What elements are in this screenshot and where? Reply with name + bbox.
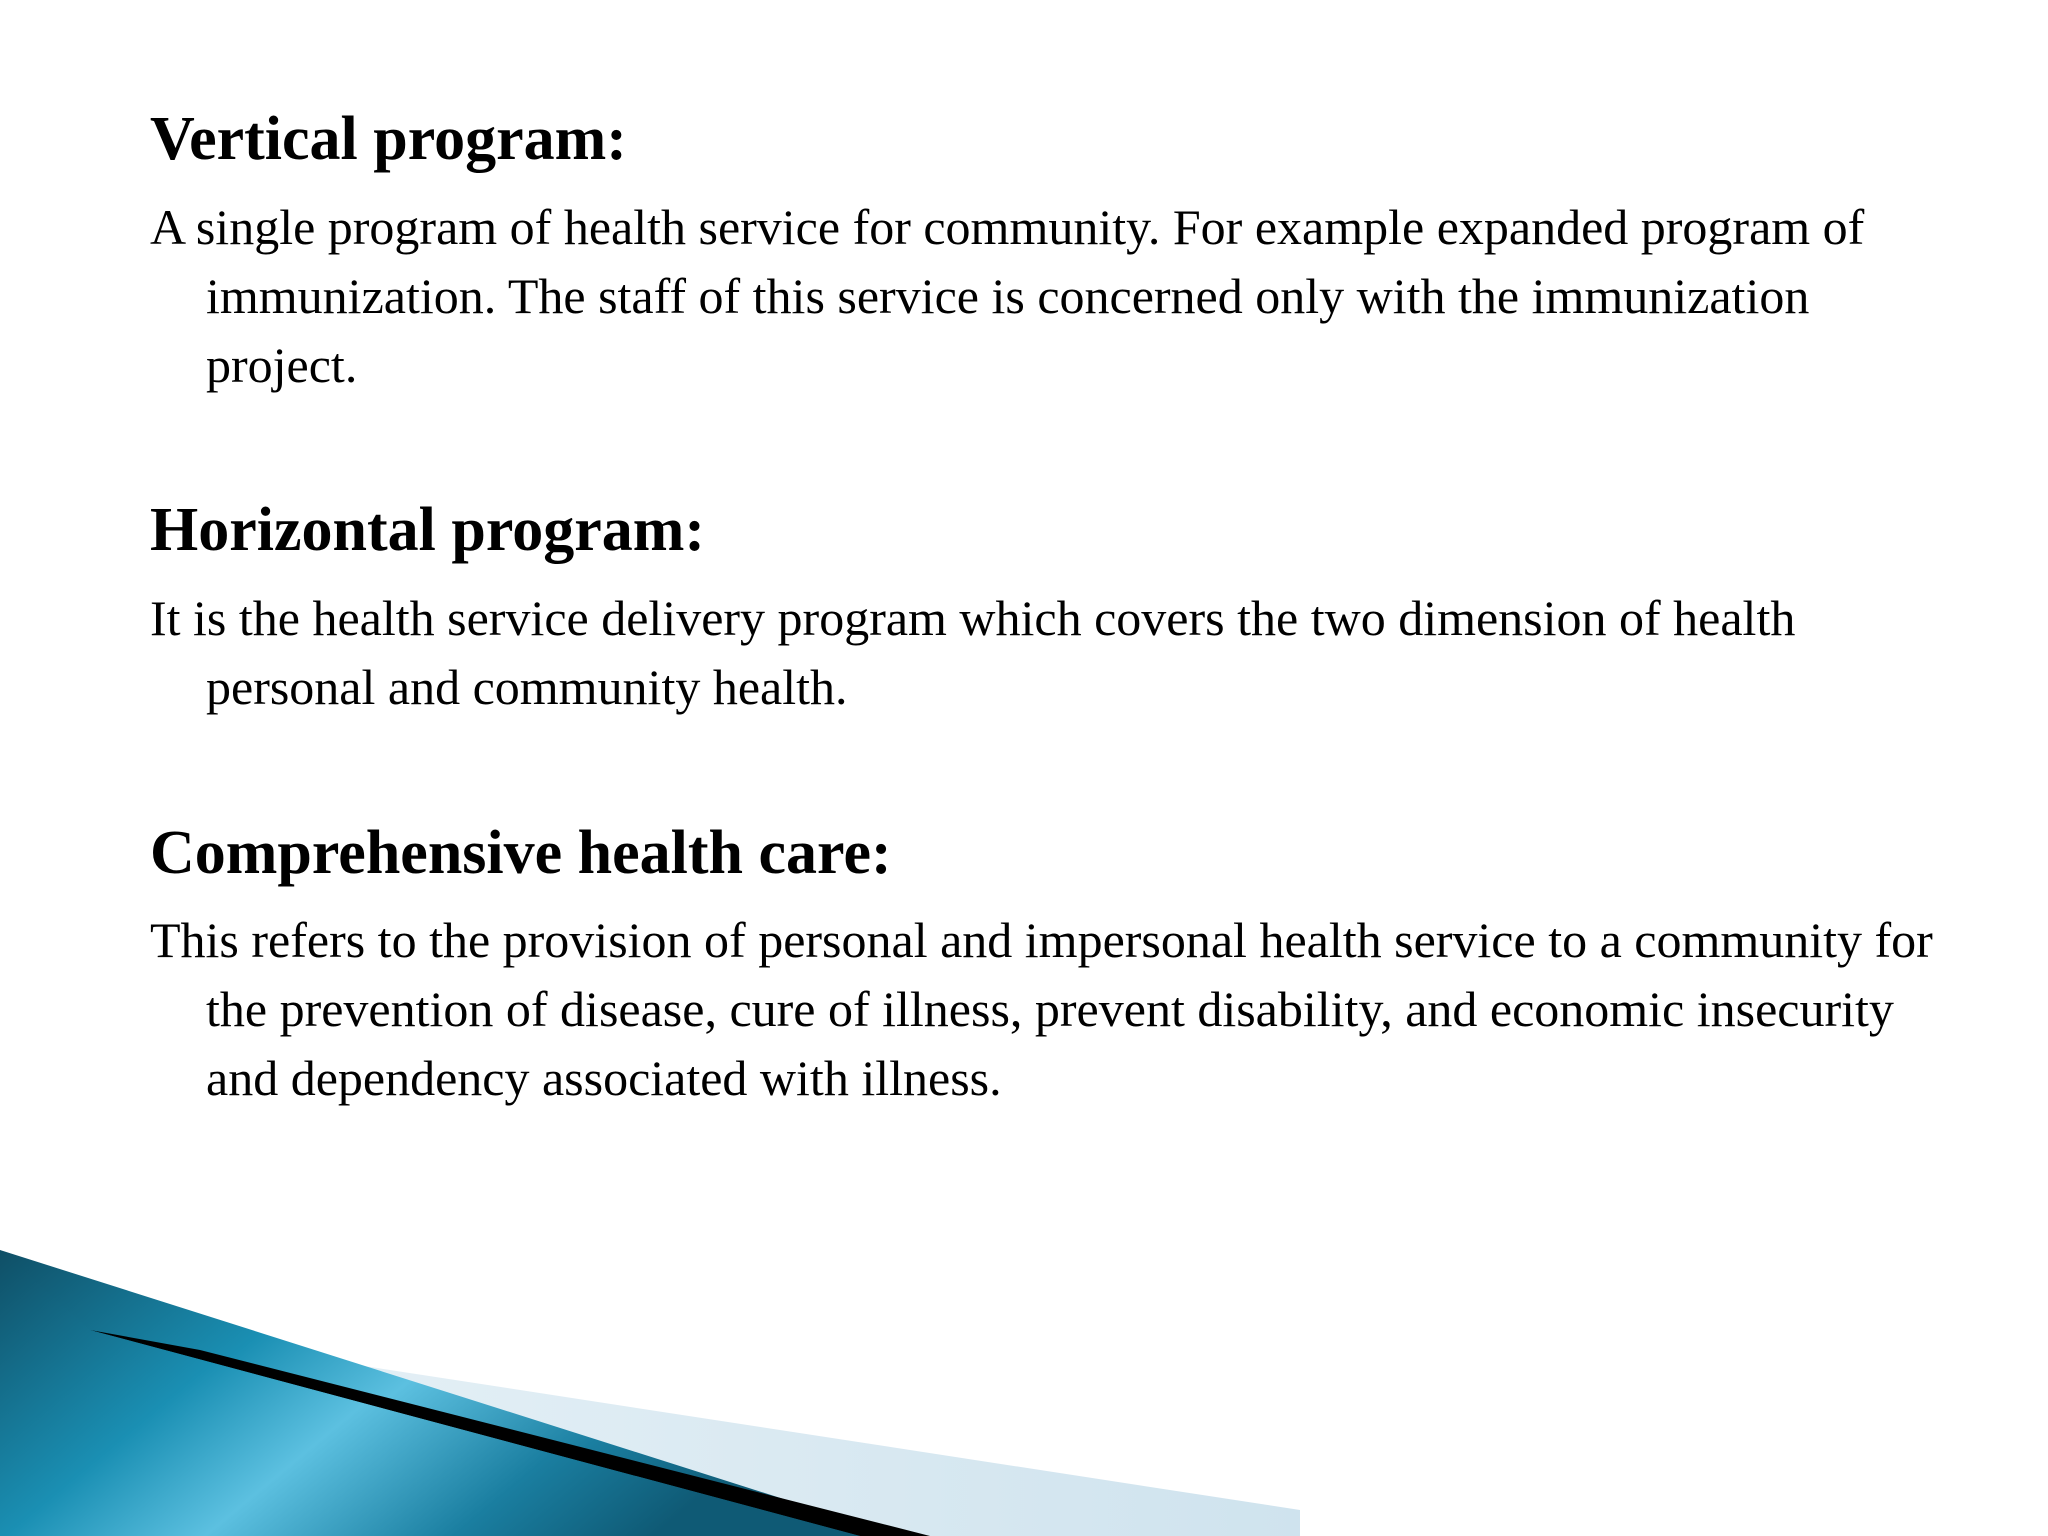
decorative-corner-swoosh <box>0 1250 1300 1536</box>
paragraph-vertical-program: A single program of health service for community. For example expanded program of immunization. The staff of this service is concerned only with the immunization project. <box>150 199 1865 393</box>
heading-horizontal-program: Horizontal program: <box>150 496 706 564</box>
heading-vertical-program: Vertical program: <box>150 105 627 173</box>
paragraph-horizontal-program: It is the health service delivery program which covers the two dimension of health personal and community health. <box>150 590 1796 715</box>
paragraph-comprehensive-health-care: This refers to the provision of personal and impersonal health service to a community for the prevention of disease, cure of illness, prevent disability, and economic insecurity and dependency associated with illness. <box>150 912 1933 1106</box>
heading-comprehensive-health-care: Comprehensive health care: <box>150 819 892 887</box>
